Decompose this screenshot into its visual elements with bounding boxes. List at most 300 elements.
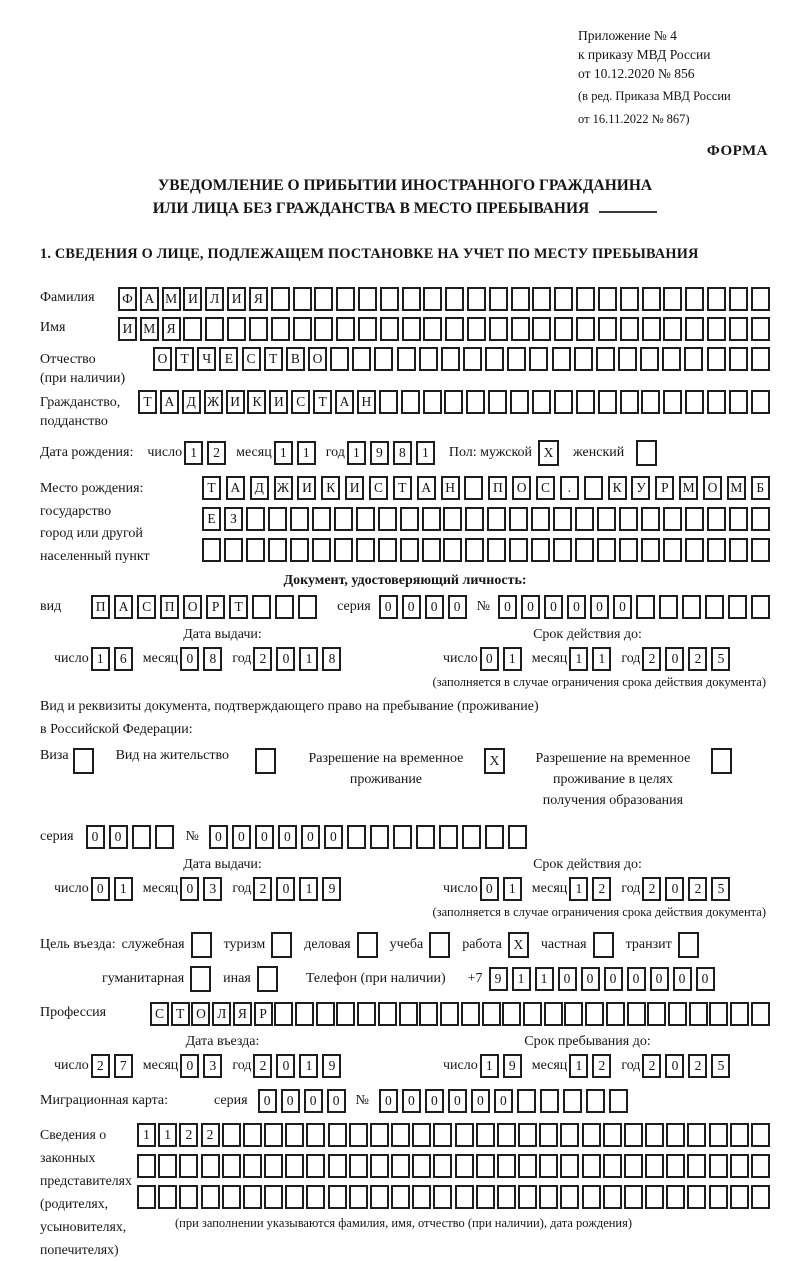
form-cell[interactable]: О <box>512 476 531 500</box>
form-cell[interactable] <box>293 287 312 311</box>
form-cell[interactable] <box>465 538 484 562</box>
form-cell[interactable]: 0 <box>86 825 105 849</box>
form-cell[interactable] <box>489 287 508 311</box>
form-cell[interactable] <box>730 1185 749 1209</box>
form-cell[interactable] <box>485 347 504 371</box>
form-cell[interactable]: С <box>242 347 261 371</box>
form-cell[interactable]: Ф <box>118 287 137 311</box>
form-cell[interactable]: Л <box>212 1002 231 1026</box>
form-cell[interactable] <box>687 1154 706 1178</box>
form-cell[interactable] <box>729 507 748 531</box>
form-cell[interactable]: 0 <box>665 647 684 671</box>
form-cell[interactable] <box>137 1185 156 1209</box>
form-cell[interactable] <box>370 825 389 849</box>
form-cell[interactable] <box>730 1154 749 1178</box>
form-cell[interactable] <box>641 390 660 414</box>
form-cell[interactable] <box>298 595 317 619</box>
form-cell[interactable] <box>268 538 287 562</box>
form-cell[interactable]: 0 <box>480 647 499 671</box>
form-cell[interactable] <box>357 1002 376 1026</box>
form-cell[interactable] <box>485 825 504 849</box>
form-cell[interactable]: А <box>335 390 354 414</box>
form-cell[interactable] <box>618 347 637 371</box>
form-cell[interactable] <box>222 1123 241 1147</box>
form-cell[interactable]: Я <box>249 287 268 311</box>
form-cell[interactable]: 1 <box>416 441 435 465</box>
form-cell[interactable] <box>532 390 551 414</box>
form-cell[interactable] <box>729 538 748 562</box>
form-cell[interactable] <box>227 317 246 341</box>
form-cell[interactable] <box>489 317 508 341</box>
form-cell[interactable] <box>508 825 527 849</box>
form-cell[interactable] <box>560 1123 579 1147</box>
form-cell[interactable] <box>539 1123 558 1147</box>
form-cell[interactable] <box>358 317 377 341</box>
form-cell[interactable] <box>620 287 639 311</box>
form-cell[interactable]: Т <box>138 390 157 414</box>
form-cell[interactable] <box>624 1123 643 1147</box>
form-cell[interactable] <box>751 538 770 562</box>
form-cell[interactable]: 5 <box>711 877 730 901</box>
form-cell[interactable]: 1 <box>137 1123 156 1147</box>
form-cell[interactable]: 0 <box>558 967 577 991</box>
form-cell[interactable] <box>306 1154 325 1178</box>
form-cell[interactable] <box>640 347 659 371</box>
form-cell[interactable] <box>689 1002 708 1026</box>
form-cell[interactable] <box>707 390 726 414</box>
form-cell[interactable] <box>264 1185 283 1209</box>
form-cell[interactable]: И <box>226 390 245 414</box>
form-cell[interactable] <box>645 1154 664 1178</box>
form-cell[interactable]: 2 <box>91 1054 110 1078</box>
form-cell[interactable]: О <box>703 476 722 500</box>
form-cell[interactable] <box>467 317 486 341</box>
form-cell[interactable] <box>268 507 287 531</box>
form-cell[interactable] <box>564 1002 583 1026</box>
form-cell[interactable]: X <box>484 748 505 774</box>
form-cell[interactable] <box>328 1185 347 1209</box>
form-cell[interactable] <box>707 347 726 371</box>
form-cell[interactable] <box>751 1154 770 1178</box>
form-cell[interactable] <box>502 1002 521 1026</box>
form-cell[interactable] <box>729 390 748 414</box>
form-cell[interactable]: 0 <box>673 967 692 991</box>
form-cell[interactable]: Б <box>751 476 770 500</box>
form-cell[interactable] <box>441 347 460 371</box>
form-cell[interactable] <box>624 1154 643 1178</box>
form-cell[interactable]: Т <box>202 476 221 500</box>
form-cell[interactable] <box>137 1154 156 1178</box>
form-cell[interactable]: 1 <box>274 441 293 465</box>
form-cell[interactable] <box>510 390 529 414</box>
form-cell[interactable]: 8 <box>393 441 412 465</box>
form-cell[interactable] <box>328 1154 347 1178</box>
form-cell[interactable] <box>264 1154 283 1178</box>
form-cell[interactable] <box>685 538 704 562</box>
form-cell[interactable]: 0 <box>276 647 295 671</box>
form-cell[interactable]: 1 <box>592 647 611 671</box>
form-cell[interactable]: 0 <box>613 595 632 619</box>
form-cell[interactable] <box>352 347 371 371</box>
form-cell[interactable] <box>582 1123 601 1147</box>
form-cell[interactable] <box>627 1002 646 1026</box>
form-cell[interactable] <box>509 507 528 531</box>
form-cell[interactable] <box>222 1154 241 1178</box>
form-cell[interactable] <box>641 538 660 562</box>
form-cell[interactable]: 0 <box>180 1054 199 1078</box>
form-cell[interactable] <box>132 825 151 849</box>
form-cell[interactable]: 1 <box>184 441 203 465</box>
form-cell[interactable]: 1 <box>299 877 318 901</box>
form-cell[interactable] <box>603 1123 622 1147</box>
form-cell[interactable] <box>412 1185 431 1209</box>
form-cell[interactable]: 9 <box>489 967 508 991</box>
form-cell[interactable] <box>751 595 770 619</box>
form-cell[interactable] <box>314 287 333 311</box>
form-cell[interactable] <box>598 287 617 311</box>
form-cell[interactable]: Т <box>393 476 412 500</box>
form-cell[interactable] <box>544 1002 563 1026</box>
form-cell[interactable]: 3 <box>203 1054 222 1078</box>
form-cell[interactable]: 5 <box>711 647 730 671</box>
form-cell[interactable] <box>285 1154 304 1178</box>
form-cell[interactable] <box>563 1089 582 1113</box>
form-cell[interactable]: 0 <box>232 825 251 849</box>
form-cell[interactable]: В <box>286 347 305 371</box>
form-cell[interactable] <box>560 1154 579 1178</box>
form-cell[interactable] <box>419 347 438 371</box>
form-cell[interactable] <box>466 390 485 414</box>
form-cell[interactable] <box>391 1154 410 1178</box>
form-cell[interactable] <box>729 287 748 311</box>
form-cell[interactable]: 0 <box>665 877 684 901</box>
form-cell[interactable] <box>358 287 377 311</box>
form-cell[interactable] <box>606 1002 625 1026</box>
form-cell[interactable] <box>330 347 349 371</box>
form-cell[interactable]: 2 <box>207 441 226 465</box>
form-cell[interactable]: 0 <box>402 595 421 619</box>
form-cell[interactable] <box>560 1185 579 1209</box>
form-cell[interactable] <box>249 317 268 341</box>
form-cell[interactable] <box>584 476 603 500</box>
form-cell[interactable]: 2 <box>592 877 611 901</box>
form-cell[interactable] <box>412 1154 431 1178</box>
form-cell[interactable] <box>378 1002 397 1026</box>
form-cell[interactable] <box>603 1154 622 1178</box>
form-cell[interactable]: 0 <box>494 1089 513 1113</box>
form-cell[interactable]: 9 <box>503 1054 522 1078</box>
form-cell[interactable] <box>179 1185 198 1209</box>
form-cell[interactable] <box>518 1185 537 1209</box>
form-cell[interactable] <box>642 317 661 341</box>
form-cell[interactable] <box>158 1154 177 1178</box>
form-cell[interactable]: Ж <box>204 390 223 414</box>
form-cell[interactable] <box>429 932 450 958</box>
form-cell[interactable]: А <box>160 390 179 414</box>
form-cell[interactable]: С <box>291 390 310 414</box>
form-cell[interactable]: О <box>153 347 172 371</box>
form-cell[interactable] <box>246 507 265 531</box>
form-cell[interactable] <box>476 1123 495 1147</box>
form-cell[interactable] <box>619 538 638 562</box>
form-cell[interactable]: 0 <box>480 877 499 901</box>
form-cell[interactable] <box>711 748 732 774</box>
form-cell[interactable] <box>684 347 703 371</box>
form-cell[interactable] <box>523 1002 542 1026</box>
form-cell[interactable] <box>285 1123 304 1147</box>
form-cell[interactable] <box>445 317 464 341</box>
form-cell[interactable] <box>687 1123 706 1147</box>
form-cell[interactable]: 2 <box>253 1054 272 1078</box>
form-cell[interactable] <box>463 347 482 371</box>
form-cell[interactable] <box>328 1123 347 1147</box>
form-cell[interactable] <box>445 287 464 311</box>
form-cell[interactable] <box>243 1123 262 1147</box>
form-cell[interactable] <box>685 390 704 414</box>
form-cell[interactable]: И <box>118 317 137 341</box>
form-cell[interactable] <box>709 1002 728 1026</box>
form-cell[interactable] <box>488 390 507 414</box>
form-cell[interactable] <box>636 595 655 619</box>
form-cell[interactable] <box>482 1002 501 1026</box>
form-cell[interactable]: 2 <box>201 1123 220 1147</box>
form-cell[interactable]: Я <box>233 1002 252 1026</box>
form-cell[interactable] <box>423 317 442 341</box>
form-cell[interactable] <box>497 1185 516 1209</box>
form-cell[interactable]: А <box>226 476 245 500</box>
form-cell[interactable] <box>553 538 572 562</box>
form-cell[interactable]: 1 <box>535 967 554 991</box>
form-cell[interactable]: И <box>345 476 364 500</box>
form-cell[interactable] <box>668 1002 687 1026</box>
form-cell[interactable] <box>517 1089 536 1113</box>
form-cell[interactable] <box>155 825 174 849</box>
form-cell[interactable] <box>509 538 528 562</box>
form-cell[interactable]: К <box>321 476 340 500</box>
form-cell[interactable] <box>666 1185 685 1209</box>
form-cell[interactable] <box>709 1185 728 1209</box>
form-cell[interactable] <box>336 287 355 311</box>
form-cell[interactable] <box>316 1002 335 1026</box>
form-cell[interactable]: М <box>140 317 159 341</box>
form-cell[interactable]: О <box>191 1002 210 1026</box>
form-cell[interactable]: 0 <box>627 967 646 991</box>
form-cell[interactable] <box>370 1185 389 1209</box>
form-cell[interactable] <box>201 1185 220 1209</box>
form-cell[interactable]: 0 <box>304 1089 323 1113</box>
form-cell[interactable]: О <box>308 347 327 371</box>
form-cell[interactable] <box>511 287 530 311</box>
form-cell[interactable] <box>642 287 661 311</box>
form-cell[interactable] <box>593 932 614 958</box>
form-cell[interactable]: 0 <box>276 877 295 901</box>
form-cell[interactable]: 2 <box>179 1123 198 1147</box>
form-cell[interactable] <box>433 1123 452 1147</box>
form-cell[interactable]: 0 <box>521 595 540 619</box>
form-cell[interactable] <box>576 390 595 414</box>
form-cell[interactable] <box>443 507 462 531</box>
form-cell[interactable]: А <box>140 287 159 311</box>
form-cell[interactable] <box>476 1185 495 1209</box>
form-cell[interactable] <box>709 1123 728 1147</box>
form-cell[interactable] <box>497 1154 516 1178</box>
form-cell[interactable]: 1 <box>480 1054 499 1078</box>
form-cell[interactable] <box>314 317 333 341</box>
form-cell[interactable] <box>464 476 483 500</box>
form-cell[interactable] <box>603 1185 622 1209</box>
form-cell[interactable] <box>553 507 572 531</box>
form-cell[interactable] <box>356 538 375 562</box>
form-cell[interactable]: 1 <box>347 441 366 465</box>
form-cell[interactable] <box>598 390 617 414</box>
form-cell[interactable] <box>370 1154 389 1178</box>
form-cell[interactable] <box>290 507 309 531</box>
form-cell[interactable] <box>663 538 682 562</box>
form-cell[interactable]: И <box>297 476 316 500</box>
form-cell[interactable] <box>374 347 393 371</box>
form-cell[interactable] <box>576 317 595 341</box>
form-cell[interactable] <box>685 507 704 531</box>
form-cell[interactable]: Я <box>162 317 181 341</box>
form-cell[interactable]: 0 <box>402 1089 421 1113</box>
form-cell[interactable]: А <box>114 595 133 619</box>
form-cell[interactable]: 0 <box>258 1089 277 1113</box>
form-cell[interactable]: З <box>224 507 243 531</box>
form-cell[interactable]: 2 <box>253 647 272 671</box>
form-cell[interactable] <box>336 1002 355 1026</box>
form-cell[interactable] <box>349 1154 368 1178</box>
form-cell[interactable] <box>540 1089 559 1113</box>
form-cell[interactable] <box>659 595 678 619</box>
form-cell[interactable] <box>391 1123 410 1147</box>
form-cell[interactable] <box>380 287 399 311</box>
form-cell[interactable] <box>751 347 770 371</box>
form-cell[interactable] <box>705 595 724 619</box>
form-cell[interactable] <box>663 287 682 311</box>
form-cell[interactable]: 0 <box>604 967 623 991</box>
form-cell[interactable] <box>255 748 276 774</box>
form-cell[interactable]: О <box>183 595 202 619</box>
form-cell[interactable]: А <box>417 476 436 500</box>
form-cell[interactable] <box>662 347 681 371</box>
form-cell[interactable] <box>455 1185 474 1209</box>
form-cell[interactable] <box>455 1154 474 1178</box>
form-cell[interactable] <box>554 317 573 341</box>
form-cell[interactable]: С <box>369 476 388 500</box>
form-cell[interactable] <box>264 1123 283 1147</box>
form-cell[interactable] <box>707 317 726 341</box>
form-cell[interactable] <box>730 1123 749 1147</box>
form-cell[interactable] <box>554 287 573 311</box>
form-cell[interactable]: 2 <box>642 647 661 671</box>
form-cell[interactable] <box>336 317 355 341</box>
form-cell[interactable]: 0 <box>544 595 563 619</box>
form-cell[interactable] <box>349 1185 368 1209</box>
form-cell[interactable] <box>271 932 292 958</box>
form-cell[interactable] <box>532 287 551 311</box>
form-cell[interactable]: 9 <box>322 877 341 901</box>
form-cell[interactable] <box>663 390 682 414</box>
form-cell[interactable]: 0 <box>324 825 343 849</box>
form-cell[interactable]: У <box>631 476 650 500</box>
form-cell[interactable] <box>293 317 312 341</box>
form-cell[interactable] <box>349 1123 368 1147</box>
form-cell[interactable] <box>312 538 331 562</box>
form-cell[interactable]: Р <box>254 1002 273 1026</box>
form-cell[interactable]: 8 <box>322 647 341 671</box>
form-cell[interactable] <box>257 966 278 992</box>
form-cell[interactable] <box>751 390 770 414</box>
form-cell[interactable]: X <box>508 932 529 958</box>
form-cell[interactable]: 2 <box>253 877 272 901</box>
form-cell[interactable]: 2 <box>642 1054 661 1078</box>
form-cell[interactable]: 1 <box>158 1123 177 1147</box>
form-cell[interactable]: Д <box>182 390 201 414</box>
form-cell[interactable] <box>179 1154 198 1178</box>
form-cell[interactable] <box>422 507 441 531</box>
form-cell[interactable] <box>575 538 594 562</box>
form-cell[interactable]: X <box>538 440 559 466</box>
form-cell[interactable] <box>531 538 550 562</box>
form-cell[interactable]: 0 <box>281 1089 300 1113</box>
form-cell[interactable] <box>586 1089 605 1113</box>
form-cell[interactable]: И <box>183 287 202 311</box>
form-cell[interactable] <box>552 347 571 371</box>
form-cell[interactable]: Н <box>357 390 376 414</box>
form-cell[interactable] <box>476 1154 495 1178</box>
form-cell[interactable]: И <box>269 390 288 414</box>
form-cell[interactable]: Р <box>206 595 225 619</box>
form-cell[interactable] <box>183 317 202 341</box>
form-cell[interactable]: Н <box>441 476 460 500</box>
form-cell[interactable] <box>419 1002 438 1026</box>
form-cell[interactable]: 0 <box>379 1089 398 1113</box>
form-cell[interactable] <box>619 507 638 531</box>
form-cell[interactable] <box>666 1123 685 1147</box>
form-cell[interactable]: 0 <box>209 825 228 849</box>
form-cell[interactable] <box>620 317 639 341</box>
form-cell[interactable] <box>440 1002 459 1026</box>
form-cell[interactable]: П <box>160 595 179 619</box>
form-cell[interactable]: 0 <box>255 825 274 849</box>
form-cell[interactable]: 0 <box>498 595 517 619</box>
form-cell[interactable] <box>636 440 657 466</box>
form-cell[interactable] <box>243 1154 262 1178</box>
form-cell[interactable] <box>531 507 550 531</box>
form-cell[interactable] <box>222 1185 241 1209</box>
form-cell[interactable] <box>707 287 726 311</box>
form-cell[interactable] <box>290 538 309 562</box>
form-cell[interactable] <box>620 390 639 414</box>
form-cell[interactable]: 0 <box>180 877 199 901</box>
form-cell[interactable] <box>439 825 458 849</box>
form-cell[interactable] <box>412 1123 431 1147</box>
form-cell[interactable]: 2 <box>688 647 707 671</box>
form-cell[interactable]: М <box>679 476 698 500</box>
form-cell[interactable]: 0 <box>581 967 600 991</box>
form-cell[interactable] <box>191 932 212 958</box>
form-cell[interactable] <box>378 538 397 562</box>
form-cell[interactable] <box>295 1002 314 1026</box>
form-cell[interactable] <box>729 317 748 341</box>
form-cell[interactable]: 1 <box>91 647 110 671</box>
form-cell[interactable]: 0 <box>665 1054 684 1078</box>
form-cell[interactable]: Т <box>229 595 248 619</box>
form-cell[interactable] <box>312 507 331 531</box>
form-cell[interactable] <box>205 317 224 341</box>
form-cell[interactable] <box>730 1002 749 1026</box>
form-cell[interactable]: С <box>137 595 156 619</box>
